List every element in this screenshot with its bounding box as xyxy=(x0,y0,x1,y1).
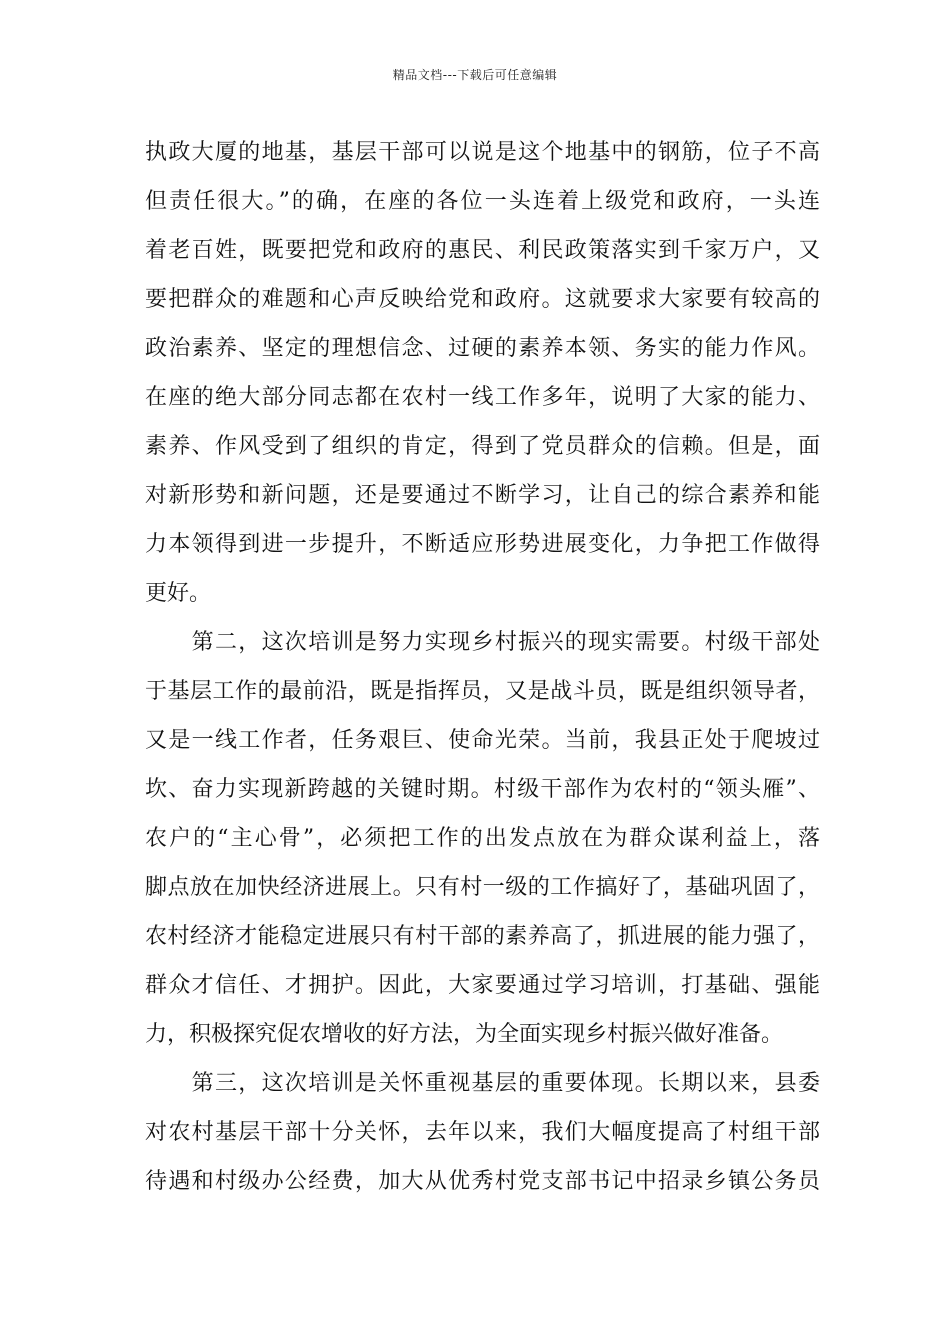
text-line: 素养、作风受到了组织的肯定，得到了党员群众的信赖。但是，面 xyxy=(145,434,820,459)
text-line: 对农村基层干部十分关怀，去年以来，我们大幅度提高了村组干部 xyxy=(145,1120,820,1145)
text-line: 政治素养、坚定的理想信念、过硬的素养本领、务实的能力作风。 xyxy=(145,336,820,361)
text-line: 又是一线工作者，任务艰巨、使命光荣。当前，我县正处于爬坡过 xyxy=(145,728,820,753)
text-line: 力本领得到进一步提升，不断适应形势进展变化，力争把工作做得 xyxy=(145,532,820,557)
text-line: 待遇和村级办公经费，加大从优秀村党支部书记中招录乡镇公务员 xyxy=(145,1169,820,1194)
text-line: 要把群众的难题和心声反映给党和政府。这就要求大家要有较高的 xyxy=(145,287,820,312)
text-line: 更好。 xyxy=(145,581,212,606)
text-line: 但责任很大。”的确，在座的各位一头连着上级党和政府，一头连 xyxy=(145,189,820,214)
text-line: 坎、奋力实现新跨越的关键时期。村级干部作为农村的“领头雁”、 xyxy=(145,777,820,802)
text-line: 脚点放在加快经济进展上。只有村一级的工作搞好了，基础巩固了， xyxy=(145,875,820,900)
text-line: 第三，这次培训是关怀重视基层的重要体现。长期以来，县委 xyxy=(145,1071,820,1096)
text-line: 农户的“主心骨”，必须把工作的出发点放在为群众谋利益上，落 xyxy=(145,826,820,851)
text-line: 执政大厦的地基，基层干部可以说是这个地基中的钢筋，位子不高 xyxy=(145,140,820,165)
text-line: 对新形势和新问题，还是要通过不断学习，让自己的综合素养和能 xyxy=(145,483,820,508)
text-line: 农村经济才能稳定进展只有村干部的素养高了，抓进展的能力强了， xyxy=(145,924,820,949)
text-line: 着老百姓，既要把党和政府的惠民、利民政策落实到千家万户，又 xyxy=(145,238,820,263)
text-line: 力，积极探究促农增收的好方法，为全面实现乡村振兴做好准备。 xyxy=(145,1022,784,1047)
page-header: 精品文档---下载后可任意编辑 xyxy=(392,68,558,82)
text-line: 第二，这次培训是努力实现乡村振兴的现实需要。村级干部处 xyxy=(145,630,820,655)
document-body xyxy=(145,128,820,1206)
text-line: 于基层工作的最前沿，既是指挥员，又是战斗员，既是组织领导者， xyxy=(145,679,820,704)
text-line: 群众才信任、才拥护。因此，大家要通过学习培训，打基础、强能 xyxy=(145,973,820,998)
text-line: 在座的绝大部分同志都在农村一线工作多年，说明了大家的能力、 xyxy=(145,385,820,410)
